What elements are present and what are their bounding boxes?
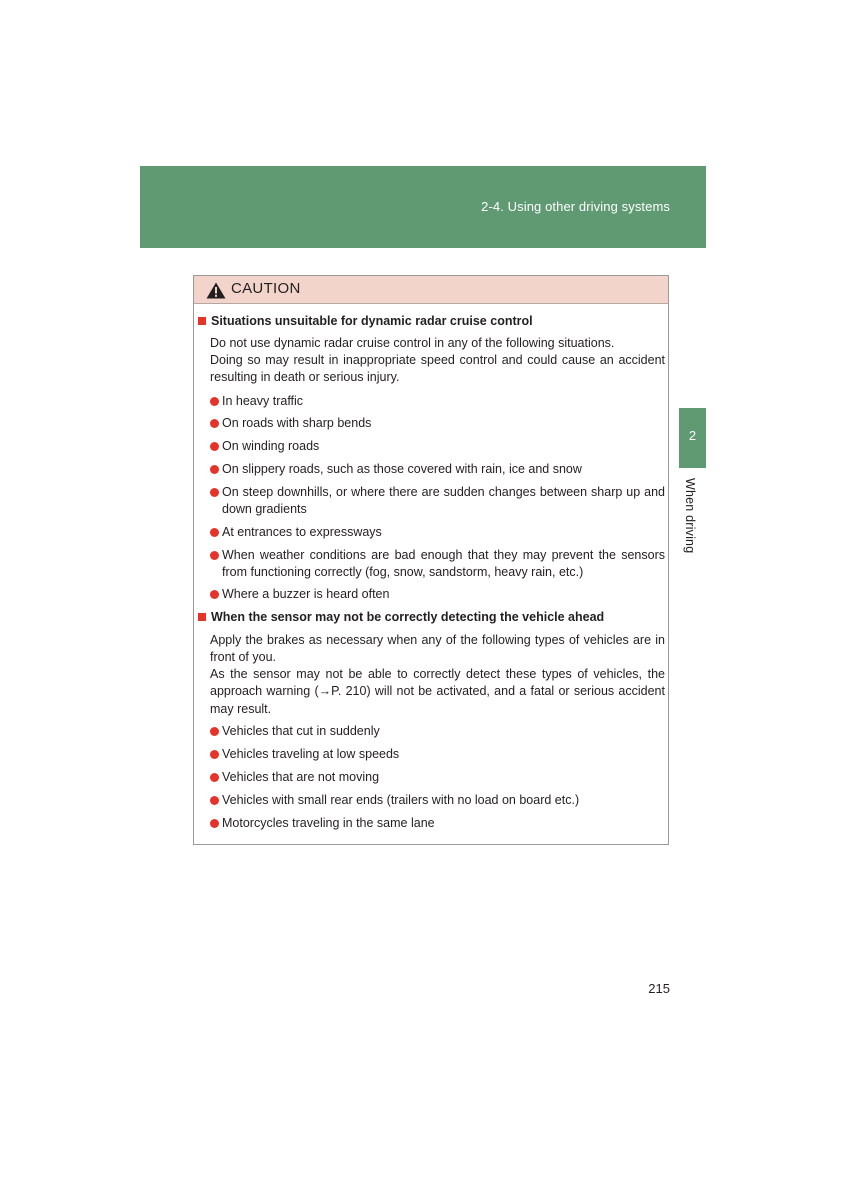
list-item: In heavy traffic bbox=[210, 393, 665, 410]
red-dot-bullet-icon bbox=[210, 442, 219, 451]
page-number: 215 bbox=[648, 981, 670, 996]
list-item: On winding roads bbox=[210, 438, 665, 455]
red-dot-bullet-icon bbox=[210, 397, 219, 406]
chapter-tab bbox=[679, 408, 706, 468]
section-heading: When the sensor may not be correctly detecting the vehicle ahead bbox=[198, 610, 604, 624]
red-dot-bullet-icon bbox=[210, 528, 219, 537]
chapter-number: 2 bbox=[688, 428, 697, 443]
list-item: Vehicles that are not moving bbox=[210, 769, 665, 786]
list-item: Where a buzzer is heard often bbox=[210, 586, 665, 603]
section-title: 2-4. Using other driving systems bbox=[481, 199, 670, 214]
list-item: Vehicles with small rear ends (trailers with no load on board etc.) bbox=[210, 792, 665, 809]
list-item: When weather conditions are bad enough that they may prevent the sensors from functioning correctly (fog, snow, sandstorm, heavy rain, etc.) bbox=[210, 547, 665, 582]
section-heading: Situations unsuitable for dynamic radar cruise control bbox=[198, 314, 533, 328]
red-dot-bullet-icon bbox=[210, 419, 219, 428]
list-item: Motorcycles traveling in the same lane bbox=[210, 815, 665, 832]
list-item: Vehicles traveling at low speeds bbox=[210, 746, 665, 763]
list-item: At entrances to expressways bbox=[210, 524, 665, 541]
list-item: On slippery roads, such as those covered with rain, ice and snow bbox=[210, 461, 665, 478]
red-dot-bullet-icon bbox=[210, 796, 219, 805]
chapter-label: When driving bbox=[683, 478, 697, 554]
red-dot-bullet-icon bbox=[210, 488, 219, 497]
section-header-band bbox=[140, 166, 706, 248]
red-dot-bullet-icon bbox=[210, 773, 219, 782]
warning-triangle-icon bbox=[206, 282, 226, 299]
red-dot-bullet-icon bbox=[210, 750, 219, 759]
list-item: On steep downhills, or where there are sudden changes between sharp up and down gradients bbox=[210, 484, 665, 519]
red-dot-bullet-icon bbox=[210, 727, 219, 736]
red-dot-bullet-icon bbox=[210, 590, 219, 599]
caution-header bbox=[194, 276, 668, 304]
red-square-marker-icon bbox=[198, 317, 206, 325]
red-dot-bullet-icon bbox=[210, 819, 219, 828]
paragraph: Do not use dynamic radar cruise control in any of the following situations. bbox=[210, 336, 615, 350]
paragraph: As the sensor may not be able to correctly detect these types of vehicles, the approach warning (→P. 210) will not be activated, and a fatal or serious accident may result. bbox=[210, 667, 665, 716]
red-square-marker-icon bbox=[198, 613, 206, 621]
list-item: Vehicles that cut in suddenly bbox=[210, 723, 665, 740]
list-item: On roads with sharp bends bbox=[210, 415, 665, 432]
caution-label: CAUTION bbox=[231, 280, 301, 297]
red-dot-bullet-icon bbox=[210, 465, 219, 474]
caution-box bbox=[193, 275, 669, 845]
paragraph: Apply the brakes as necessary when any of the following types of vehicles are in front of you. bbox=[210, 633, 665, 665]
paragraph: Doing so may result in inappropriate speed control and could cause an accident resulting in death or serious injury. bbox=[210, 353, 665, 385]
red-dot-bullet-icon bbox=[210, 551, 219, 560]
